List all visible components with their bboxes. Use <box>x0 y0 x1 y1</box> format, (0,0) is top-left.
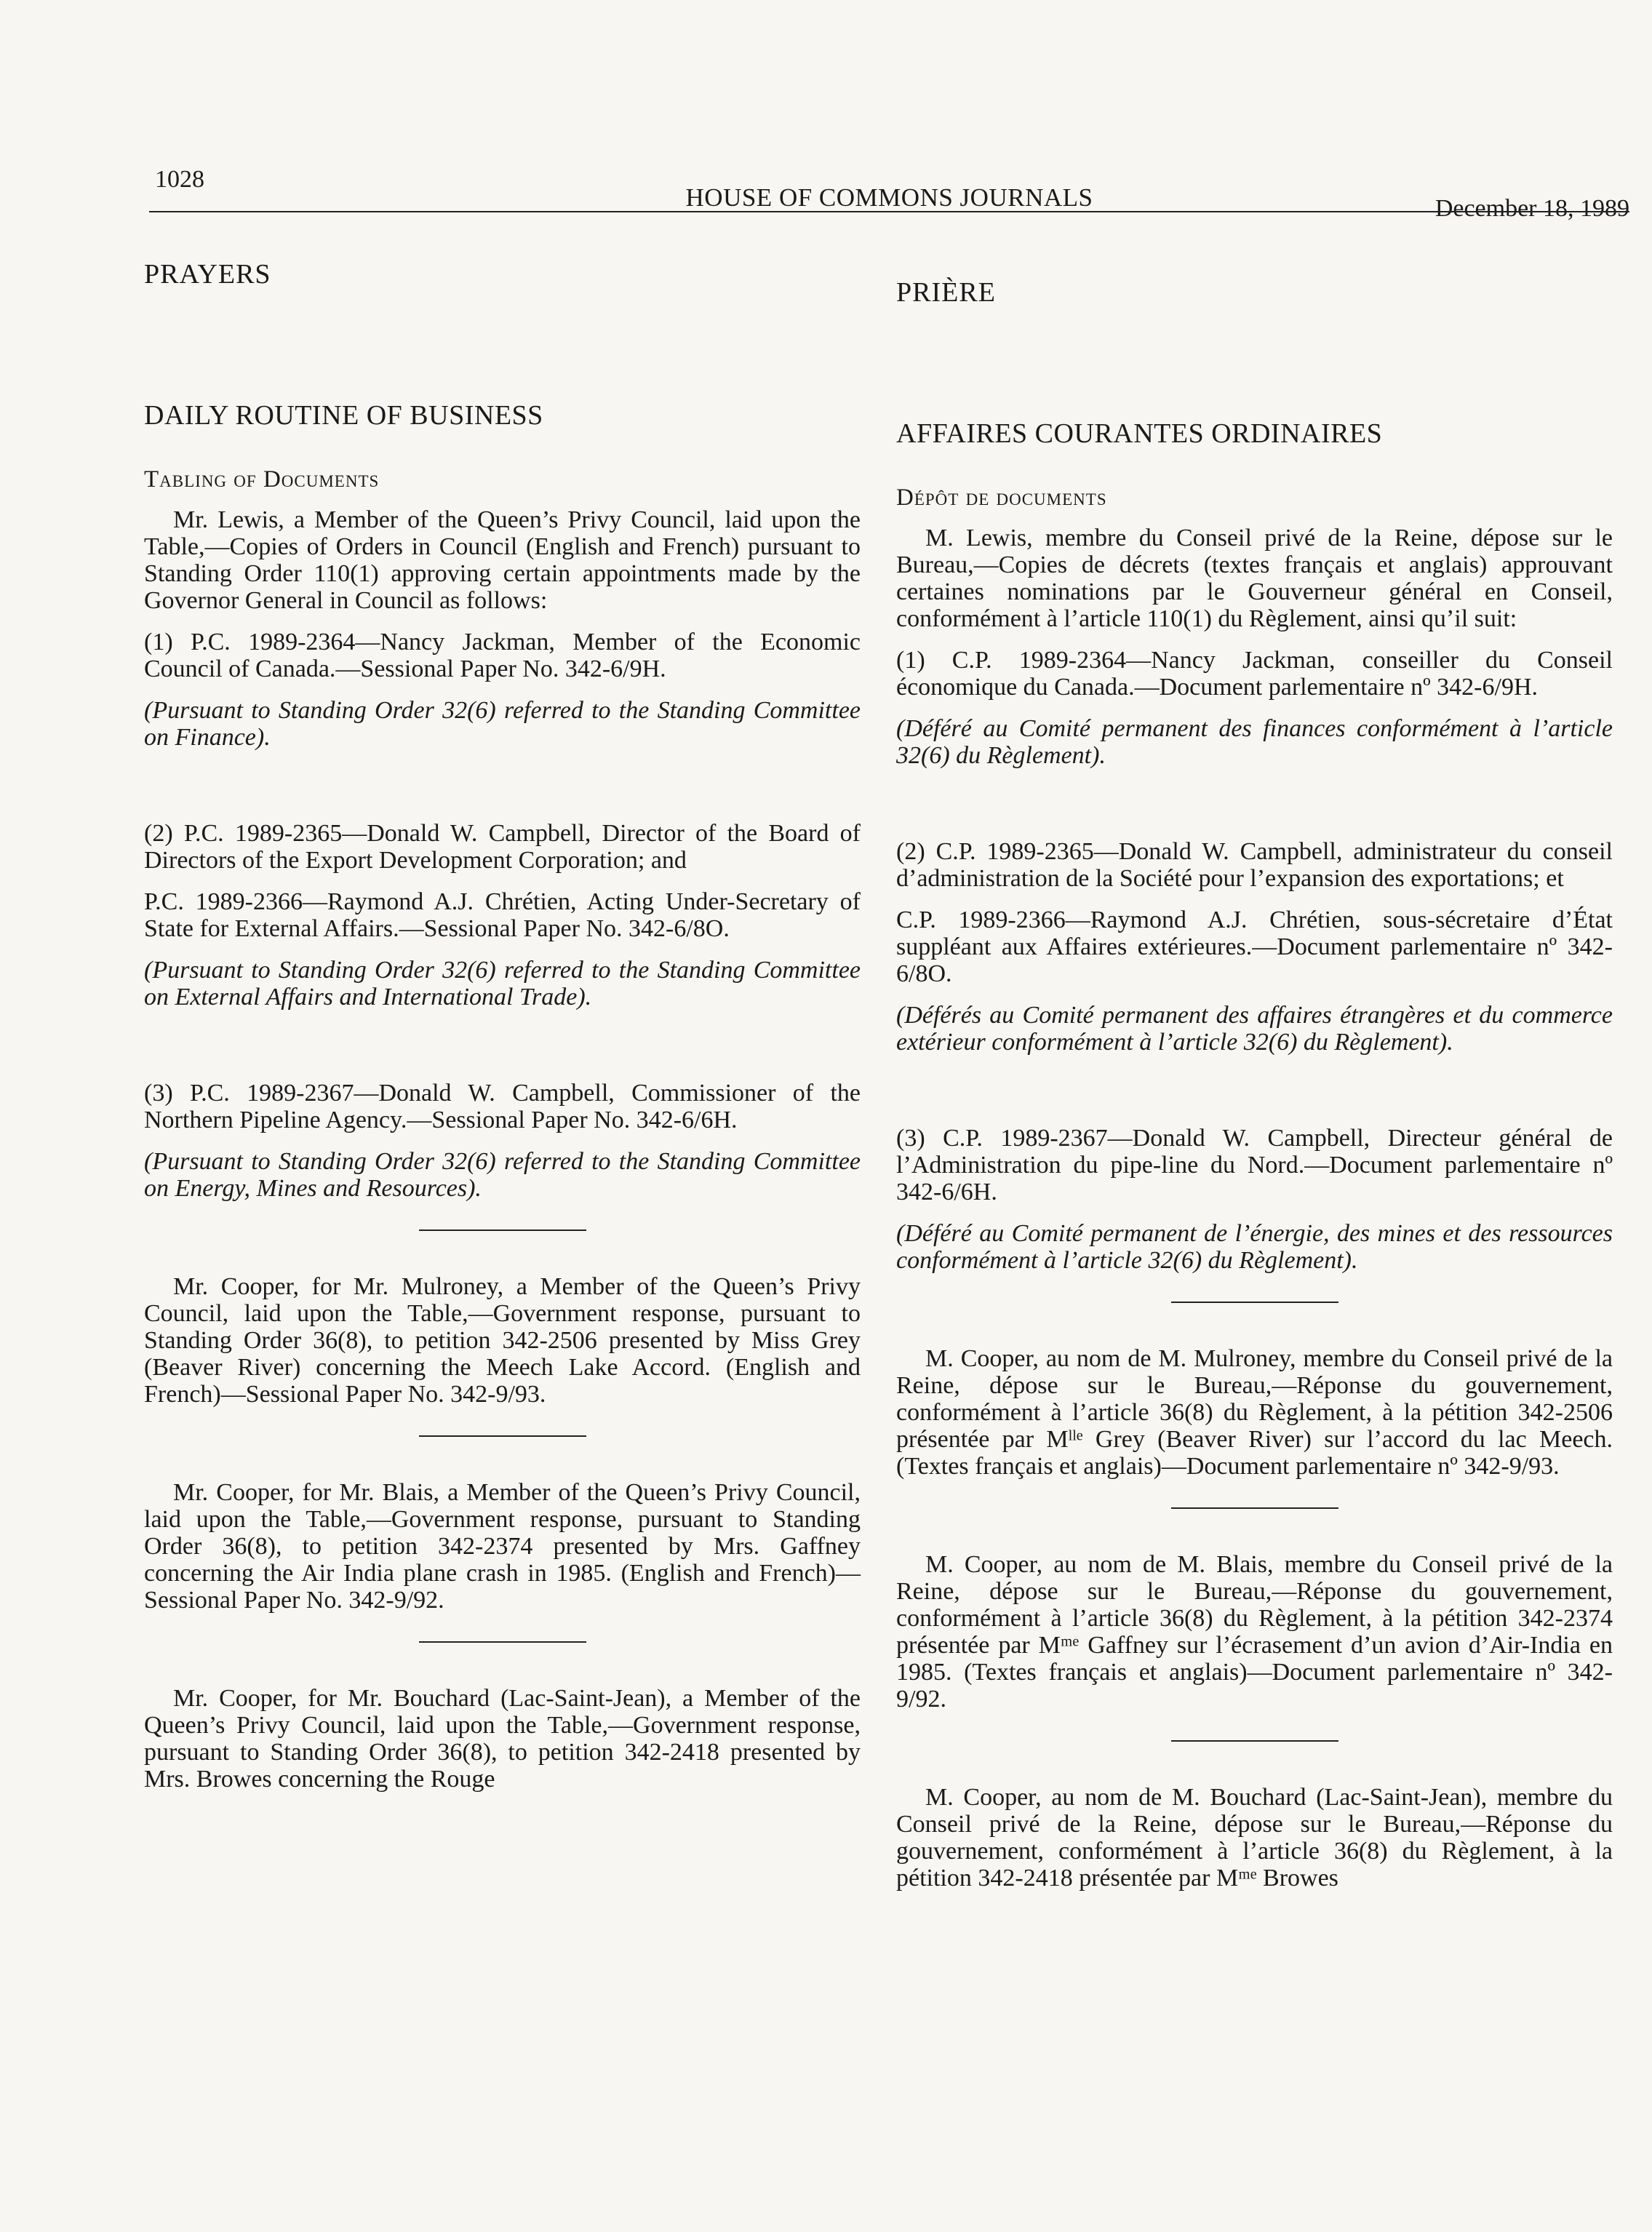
note-item-1: (Pursuant to Standing Order 32(6) referred to the Standing Committee on Finance). <box>144 697 861 751</box>
separator-rule <box>1171 1507 1338 1509</box>
spacer <box>896 1056 1613 1125</box>
paragraph-cooper-3: M. Cooper, au nom de M. Bouchard (Lac-Saint-Jean), membre du Conseil privé de la Reine, dépose sur le Bureau,—Réponse du gouvernement, conformément à l’article 36(8) du Règlement, à la pétition 342-2418 présentée par Mᵐᵉ Browes <box>896 1784 1613 1892</box>
separator-rule <box>419 1641 586 1643</box>
spacer <box>144 751 861 820</box>
paragraph-intro: Mr. Lewis, a Member of the Queen’s Privy Council, laid upon the Table,—Copies of Orders in Council (English and French) pursuant to Standing Order 110(1) approving certain appointments made by the Governor General in Council as follows: <box>144 506 861 614</box>
note-item-2: (Pursuant to Standing Order 32(6) referred to the Standing Committee on External Affairs and International Trade). <box>144 957 861 1011</box>
note-item-1: (Déféré au Comité permanent des finances conformément à l’article 32(6) du Règlement). <box>896 715 1613 769</box>
spacer <box>144 1011 861 1080</box>
note-item-3: (Déféré au Comité permanent de l’énergie, des mines et des ressources conformément à l’article 32(6) du Règlement). <box>896 1220 1613 1274</box>
spacer <box>896 769 1613 838</box>
english-column <box>144 258 861 1793</box>
paragraph-item-3: (3) C.P. 1989-2367—Donald W. Campbell, Directeur général de l’Administration du pipe-line du Nord.—Document parlementaire nº 342-6/6H. <box>896 1125 1613 1205</box>
separator-rule <box>419 1435 586 1437</box>
paragraph-cooper-1: M. Cooper, au nom de M. Mulroney, membre du Conseil privé de la Reine, dépose sur le Bureau,—Réponse du gouvernement, conformément à l’article 36(8) du Règlement, à la pétition 342-2506 présentée par Mˡˡᵉ Grey (Beaver River) sur l’accord du lac Meech. (Textes français et anglais)—Document parlementaire nº 342-9/93. <box>896 1345 1613 1480</box>
paragraph-item-2b: C.P. 1989-2366—Raymond A.J. Chrétien, sous-sécretaire d’État suppléant aux Affaires extérieures.—Document parlementaire nº 342-6/8O. <box>896 906 1613 987</box>
paragraph-cooper-1: Mr. Cooper, for Mr. Mulroney, a Member of the Queen’s Privy Council, laid upon the Table,—Government response, pursuant to Standing Order 36(8), to petition 342-2506 presented by Miss Grey (Beaver River) concerning the Meech Lake Accord. (English and French)—Sessional Paper No. 342-9/93. <box>144 1273 861 1408</box>
note-item-3: (Pursuant to Standing Order 32(6) referred to the Standing Committee on Energy, Mines and Resources). <box>144 1148 861 1202</box>
paragraph-item-2b: P.C. 1989-2366—Raymond A.J. Chrétien, Acting Under-Secretary of State for External Affairs.—Sessional Paper No. 342-6/8O. <box>144 888 861 942</box>
header-rule <box>149 211 1629 212</box>
paragraph-item-2: (2) P.C. 1989-2365—Donald W. Campbell, Director of the Board of Directors of the Export Development Corporation; and <box>144 820 861 874</box>
section-heading-routine: DAILY ROUTINE OF BUSINESS <box>144 400 543 431</box>
paragraph-item-2: (2) C.P. 1989-2365—Donald W. Campbell, administrateur du conseil d’administration de la Société pour l’expansion des exportations; et <box>896 838 1613 892</box>
separator-rule <box>1171 1740 1338 1742</box>
paragraph-cooper-2: M. Cooper, au nom de M. Blais, membre du Conseil privé de la Reine, dépose sur le Bureau,—Réponse du gouvernement, conformément à l’article 36(8) du Règlement, à la pétition 342-2374 présentée par Mᵐᵉ Gaffney sur l’écrasement d’un avion d’Air-India en 1985. (Textes français et anglais)—Document parlementaire nº 342-9/92. <box>896 1551 1613 1713</box>
paragraph-item-1: (1) C.P. 1989-2364—Nancy Jackman, conseiller du Conseil économique du Canada.—Document parlementaire nº 342-6/9H. <box>896 647 1613 701</box>
paragraph-item-1: (1) P.C. 1989-2364—Nancy Jackman, Member of the Economic Council of Canada.—Sessional Paper No. 342-6/9H. <box>144 629 861 682</box>
paragraph-intro: M. Lewis, membre du Conseil privé de la Reine, dépose sur le Bureau,—Copies de décrets (textes français et anglais) approuvant certaines nominations par le Gouverneur général en Conseil, conformément à l’article 110(1) du Règlement, ainsi qu’il suit: <box>896 525 1613 632</box>
header-date: December 18, 1989 <box>1434 195 1629 222</box>
french-column <box>896 276 1613 1892</box>
section-heading-routine: AFFAIRES COURANTES ORDINAIRES <box>896 418 1383 449</box>
subheading-tabling: Dépôt de documents <box>896 485 1107 511</box>
note-item-2: (Déférés au Comité permanent des affaires étrangères et du commerce extérieur conformément à l’article 32(6) du Règlement). <box>896 1002 1613 1056</box>
section-heading-prayers: PRIÈRE <box>896 277 996 308</box>
paragraph-cooper-2: Mr. Cooper, for Mr. Blais, a Member of the Queen’s Privy Council, laid upon the Table,—Government response, pursuant to Standing Order 36(8), to petition 342-2374 presented by Mrs. Gaffney concerning the Air India plane crash in 1985. (English and French)—Sessional Paper No. 342-9/92. <box>144 1479 861 1614</box>
subheading-tabling: Tabling of Documents <box>144 466 380 493</box>
journal-title: HOUSE OF COMMONS JOURNALS <box>685 183 1093 212</box>
page-header <box>149 166 1629 222</box>
paragraph-cooper-3: Mr. Cooper, for Mr. Bouchard (Lac-Saint-Jean), a Member of the Queen’s Privy Council, laid upon the Table,—Government response, pursuant to Standing Order 36(8), to petition 342-2418 presented by Mrs. Browes concerning the Rouge <box>144 1685 861 1793</box>
paragraph-item-3: (3) P.C. 1989-2367—Donald W. Campbell, Commissioner of the Northern Pipeline Agency.—Sessional Paper No. 342-6/6H. <box>144 1080 861 1133</box>
page-number: 1028 <box>155 166 204 193</box>
separator-rule <box>1171 1302 1338 1303</box>
separator-rule <box>419 1229 586 1231</box>
section-heading-prayers: PRAYERS <box>144 259 271 290</box>
